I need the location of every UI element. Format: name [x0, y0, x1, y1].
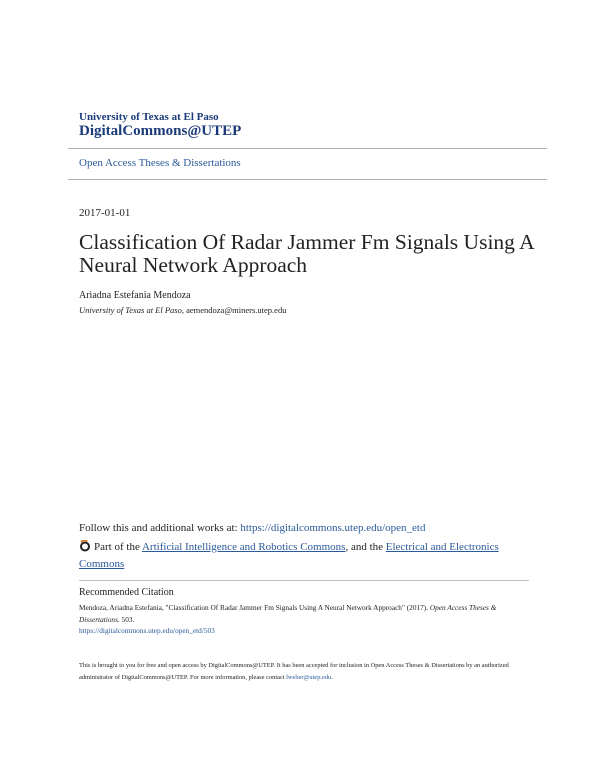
paper-title: Classification Of Radar Jammer Fm Signals Using A Neural Network Approach [79, 230, 534, 277]
citation-number: . 503. [117, 614, 135, 624]
citation-text [79, 602, 529, 637]
author-name: Ariadna Estefania Mendoza [79, 290, 191, 301]
follow-line [79, 522, 425, 534]
and-the-text: , and the [345, 541, 386, 553]
header-divider-top [68, 148, 547, 149]
affiliation-name: University of Texas at El Paso [79, 305, 182, 315]
institution-name: University of Texas at El Paso [79, 111, 219, 123]
part-of-line [79, 540, 519, 572]
contact-email-link[interactable]: lweber@utep.edu [286, 673, 332, 681]
open-access-icon [79, 540, 91, 557]
citation-series: Open Access Theses & Dissertations [79, 603, 497, 624]
access-notice [79, 660, 529, 683]
author-affiliation: University of Texas at El Paso, aemendoza@miners.utep.edu [79, 305, 287, 315]
author-email: aemendoza@miners.utep.edu [186, 305, 287, 315]
publication-date: 2017-01-01 [79, 207, 131, 219]
follow-prefix: Follow this and additional works at: [79, 522, 241, 534]
commons-link-ai-robotics[interactable]: Artificial Intelligence and Robotics Commons [141, 541, 346, 553]
notice-text: This is brought to you for free and open access by DigitalCommons@UTEP. It has been accepted for inclusion in Open Access Theses & Dissertations by an authorized administrator of DigitalCommons@UTEP. For more information, please contact [79, 662, 509, 681]
commons-link-electrical[interactable]: Electrical and Electronics Commons [79, 541, 499, 570]
citation-link[interactable]: https://digitalcommons.utep.edu/open_etd/503 [79, 626, 215, 635]
repository-name[interactable]: DigitalCommons@UTEP [79, 123, 242, 139]
follow-link[interactable]: https://digitalcommons.utep.edu/open_etd [240, 522, 426, 534]
notice-end: . [331, 673, 333, 681]
part-of-prefix: Part of the [94, 541, 142, 553]
citation-heading: Recommended Citation [79, 587, 174, 598]
citation-body: Mendoza, Ariadna Estefania, "Classification Of Radar Jammer Fm Signals Using A Neural Network Approach" (2017). [79, 603, 430, 612]
citation-divider [79, 580, 529, 581]
collection-link[interactable]: Open Access Theses & Dissertations [79, 157, 241, 169]
header-divider-bottom [68, 179, 547, 180]
